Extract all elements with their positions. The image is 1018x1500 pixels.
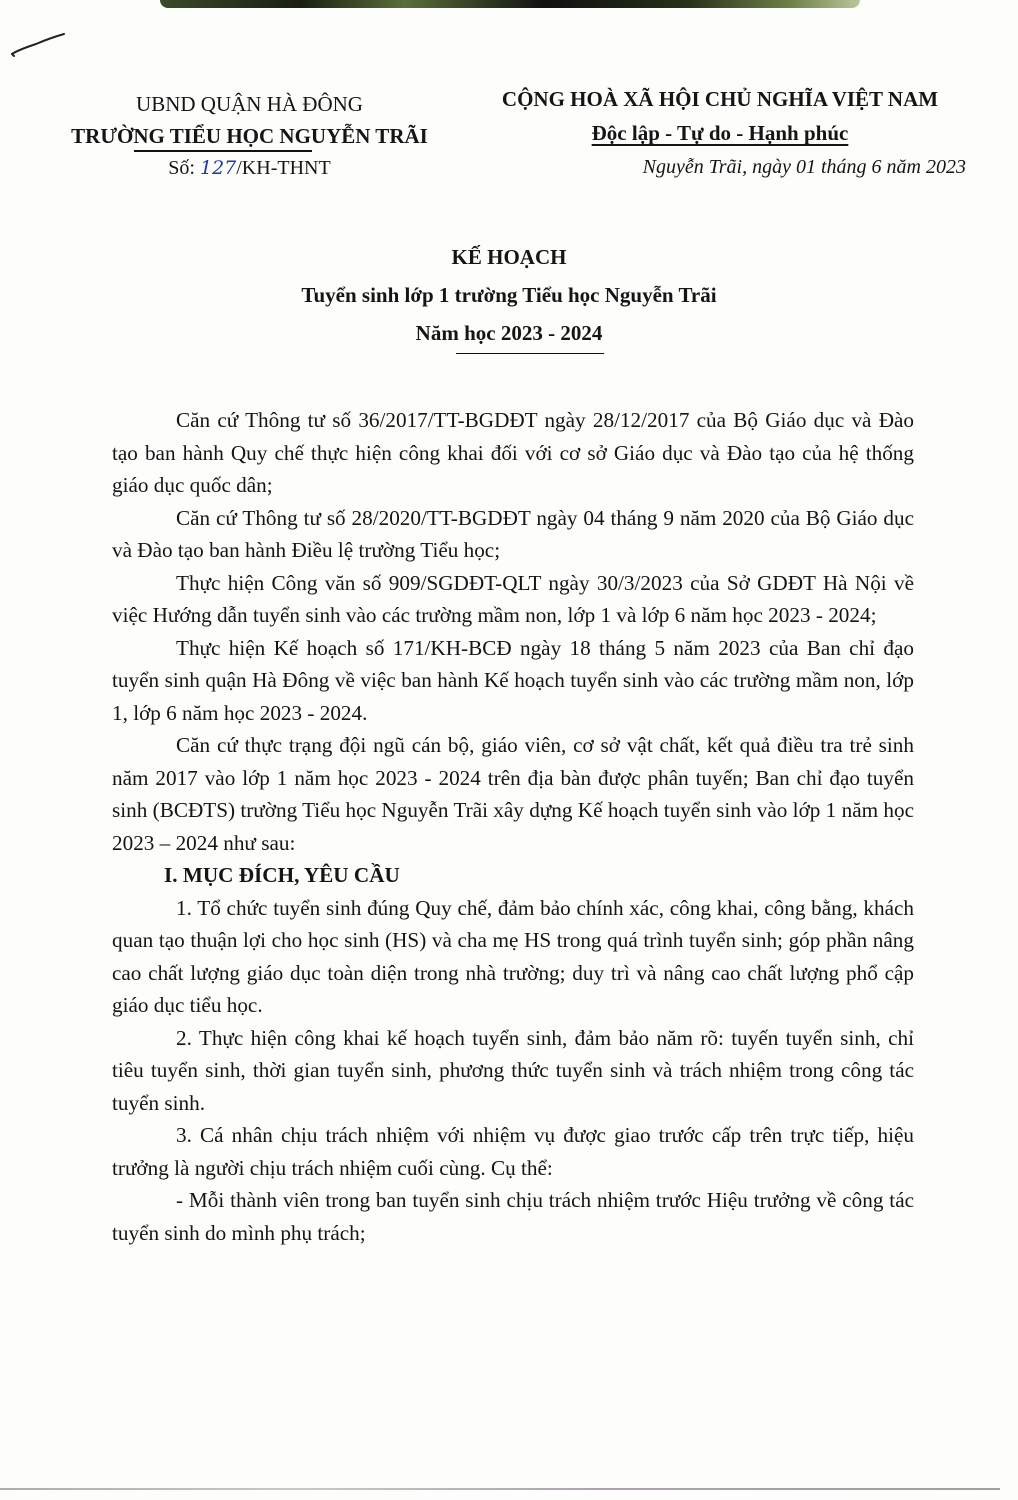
preamble-paragraph: Thực hiện Công văn số 909/SGDĐT-QLT ngày 30/3/2023 của Sở GDĐT Hà Nội về việc Hướng dẫn tuyển sinh vào các trường mầm non, lớp 1 và lớp 6 năm học 2023 - 2024; xyxy=(112,570,914,627)
preamble-paragraph: Thực hiện Kế hoạch số 171/KH-BCĐ ngày 18 tháng 5 năm 2023 của Ban chỉ đạo tuyển sinh quận Hà Đông về việc ban hành Kế hoạch tuyển sinh vào các trường mầm non, lớp 1, lớp 6 năm học 2023 - 2024. xyxy=(112,635,914,725)
document-type: KẾ HOẠCH xyxy=(451,245,567,269)
scan-bottom-edge xyxy=(0,1488,1000,1490)
section-item: 3. Cá nhân chịu trách nhiệm với nhiệm vụ được giao trước cấp trên trực tiếp, hiệu trưởng là người chịu trách nhiệm cuối cùng. Cụ thể: xyxy=(112,1123,914,1180)
title-underline xyxy=(456,353,605,355)
national-motto: Độc lập - Tự do - Hạnh phúc xyxy=(591,121,849,145)
scan-top-edge xyxy=(160,0,860,8)
national-header xyxy=(460,82,980,184)
school-name-underline xyxy=(134,150,312,152)
section-item: 1. Tổ chức tuyển sinh đúng Quy chế, đảm bảo chính xác, công khai, công bằng, khách quan tạo thuận lợi cho học sinh (HS) và cha mẹ HS trong quá trình tuyển sinh; góp phần nâng cao chất lượng giáo dục toàn diện trong nhà trường; duy trì và nâng cao chất lượng phổ cập giáo dục tiểu học. xyxy=(112,895,914,1017)
document-title xyxy=(0,238,1018,352)
document-subject: Tuyển sinh lớp 1 trường Tiểu học Nguyễn Trãi xyxy=(301,283,717,307)
preamble-paragraph: Căn cứ Thông tư số 36/2017/TT-BGDĐT ngày 28/12/2017 của Bộ Giáo dục và Đào tạo ban hành Quy chế thực hiện công khai đối với cơ sở Giáo dục và Đào tạo của hệ thống giáo dục quốc dân; xyxy=(112,408,914,497)
place-and-date: Nguyễn Trãi, ngày 01 tháng 6 năm 2023 xyxy=(642,156,966,178)
handwritten-check-icon xyxy=(8,30,68,60)
preamble-paragraph: Căn cứ thực trạng đội ngũ cán bộ, giáo viên, cơ sở vật chất, kết quả điều tra trẻ sinh năm 2017 vào lớp 1 năm học 2023 - 2024 trên địa bàn được phân tuyến; Ban chỉ đạo tuyển sinh (BCĐTS) trường Tiểu học Nguyễn Trãi xây dựng Kế hoạch tuyển sinh vào lớp 1 năm học 2023 – 2024 như sau: xyxy=(112,733,914,855)
issuing-authority: UBND QUẬN HÀ ĐÔNG xyxy=(136,92,363,116)
document-body xyxy=(112,404,914,1249)
issuer-header xyxy=(52,88,447,184)
school-year: Năm học 2023 - 2024 xyxy=(416,314,603,352)
school-name: TRƯỜNG TIỂU HỌC NGUYỄN TRÃI xyxy=(52,120,447,152)
section-item: - Mỗi thành viên trong ban tuyển sinh chịu trách nhiệm trước Hiệu trưởng về công tác tuyển sinh do mình phụ trách; xyxy=(112,1188,914,1245)
preamble-paragraph: Căn cứ Thông tư số 28/2020/TT-BGDĐT ngày 04 tháng 9 năm 2020 của Bộ Giáo dục và Đào tạo ban hành Điều lệ trường Tiểu học; xyxy=(112,505,914,562)
section-heading: I. MỤC ĐÍCH, YÊU CẦU xyxy=(164,863,400,887)
national-name: CỘNG HOÀ XÃ HỘI CHỦ NGHĨA VIỆT NAM xyxy=(501,87,939,111)
handwritten-number: 127 xyxy=(199,157,237,179)
section-item: 2. Thực hiện công khai kế hoạch tuyển sinh, đảm bảo năm rõ: tuyến tuyển sinh, chỉ tiêu tuyển sinh, thời gian tuyển sinh, phương thức tuyển sinh và trách nhiệm trong công tác tuyển sinh. xyxy=(112,1025,914,1115)
document-number: Số: 127/KH-THNT xyxy=(168,157,331,179)
